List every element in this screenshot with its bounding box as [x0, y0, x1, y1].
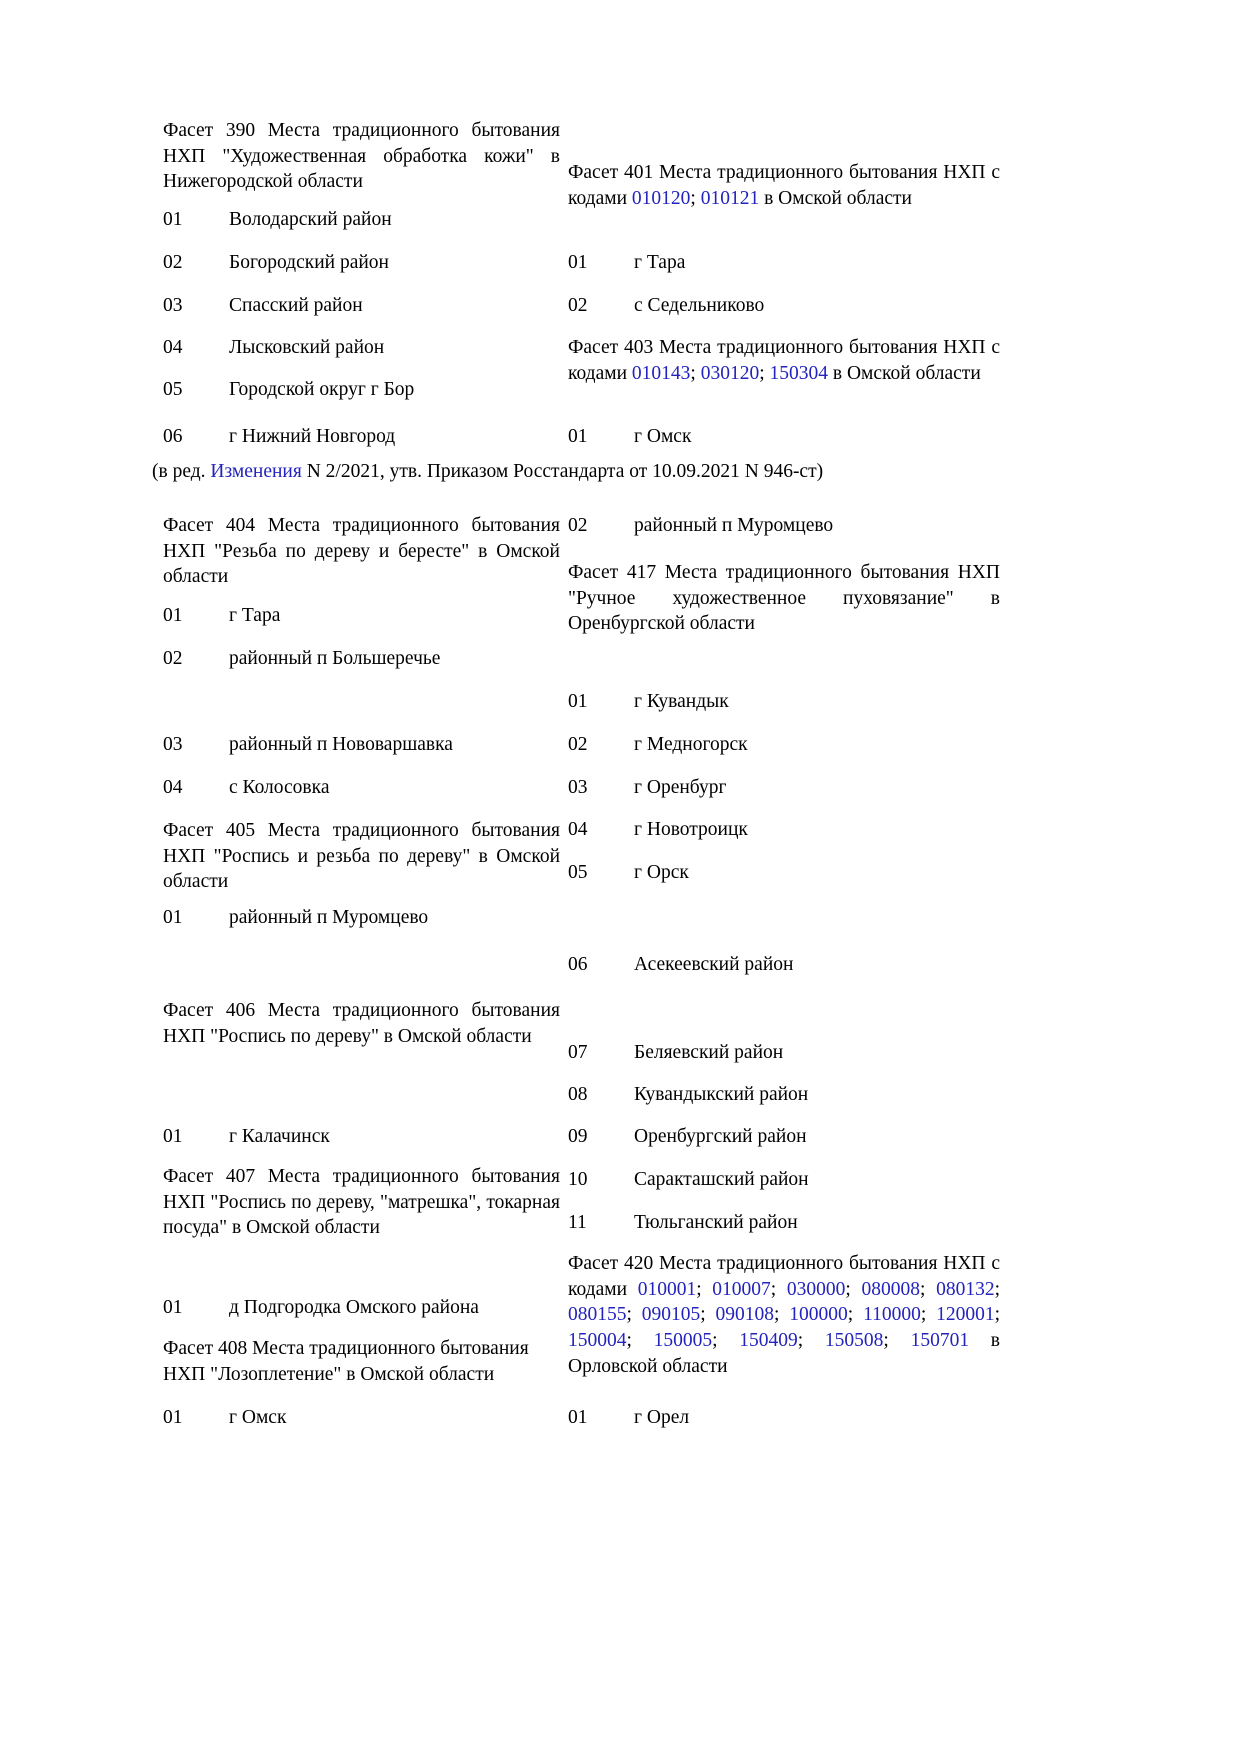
entry-value: г Кувандык: [634, 691, 729, 712]
facet-420-code-7[interactable]: 090105: [641, 1304, 701, 1326]
facet-417-entry-01: [568, 689, 1000, 715]
facet-401-entry-01: [568, 250, 1000, 276]
entry-number: 02: [163, 648, 183, 669]
facet-401-heading-part2: в Омской области: [759, 187, 912, 209]
facet-417-entry-04: [568, 817, 1000, 843]
facet-420-code-5[interactable]: 080132: [936, 1278, 995, 1300]
entry-number: 09: [568, 1126, 588, 1147]
facet-406-block: [163, 998, 560, 1049]
facet-420-code-10[interactable]: 110000: [863, 1304, 921, 1326]
entry-value: Лысковский район: [229, 337, 385, 358]
facet-407-entry-01: [163, 1295, 560, 1321]
facet-404-block: [163, 513, 560, 590]
editorial-note-suffix: N 2/2021, утв. Приказом Росстандарта от 10.09.2021 N 946-ст): [301, 461, 824, 482]
facet-420-block: [568, 1251, 1000, 1380]
facet-408-entry-01: [163, 1405, 560, 1431]
facet-390-entry-03: [163, 293, 560, 319]
facet-401-block: [568, 160, 1000, 211]
facet-401-entry-02: [568, 293, 1000, 319]
facet-390-entry-01: [163, 207, 560, 233]
facet-403-block: [568, 335, 1000, 386]
facet-408-block: [163, 1336, 560, 1387]
entry-number: 03: [568, 777, 588, 798]
facet-417-entry-09: [568, 1124, 1000, 1150]
entry-number: 01: [568, 1407, 588, 1428]
entry-value: Асекеевский район: [634, 954, 794, 975]
entry-value: г Медногорск: [634, 734, 748, 755]
facet-420-heading: Фасет 420 Места традиционного бытования НХП с кодами 010001; 010007; 030000; 080008; 080132; 080155; 090105; 090108; 100000; 110000; 120001; 150004; 150005; 150409; 150508; 150701 в Орловской области: [568, 1253, 1001, 1377]
facet-417-entry-11: [568, 1210, 1000, 1236]
facet-404-entry-01: [163, 603, 560, 629]
facet-420-code-12[interactable]: 150004: [568, 1330, 627, 1352]
facet-403-heading: Фасет 403 Места традиционного бытования НХП с кодами 010143; 030120; 150304 в Омской области: [568, 337, 1000, 384]
facet-403-heading-part2: в Омской области: [828, 362, 981, 384]
entry-number: 02: [568, 295, 588, 316]
facet-401-heading-part1: Фасет 401 Места традиционного бытования НХП с кодами: [568, 162, 1000, 209]
entry-value: г Тара: [229, 605, 281, 626]
facet-420-code-8[interactable]: 090108: [715, 1304, 775, 1326]
facet-420-code-9[interactable]: 100000: [789, 1304, 848, 1326]
entry-value: районный п Муромцево: [634, 515, 834, 536]
facet-390-entry-06: [163, 424, 560, 450]
editorial-note-prefix: (в ред.: [152, 461, 211, 482]
entry-number: 01: [163, 1407, 183, 1428]
entry-number: 01: [568, 691, 588, 712]
entry-number: 04: [163, 777, 183, 798]
entry-value: Володарский район: [229, 209, 392, 230]
facet-390-entry-04: [163, 335, 560, 361]
entry-value: г Нижний Новгород: [229, 426, 396, 447]
facet-420-code-1[interactable]: 010001: [637, 1278, 697, 1300]
facet-405-heading: Фасет 405 Места традиционного бытования НХП "Роспись и резьба по дереву" в Омской области: [163, 820, 560, 893]
entry-number: 02: [568, 515, 588, 536]
entry-number: 07: [568, 1042, 588, 1063]
facet-401-code-2[interactable]: 010121: [700, 187, 760, 209]
facet-420-code-4[interactable]: 080008: [861, 1278, 920, 1300]
facet-405-entry-01: [163, 905, 560, 931]
entry-number: 10: [568, 1169, 588, 1190]
entry-number: 11: [568, 1212, 587, 1233]
facet-420-code-11[interactable]: 120001: [936, 1304, 995, 1326]
entry-value: районный п Муромцево: [229, 907, 429, 928]
facet-420-code-6[interactable]: 080155: [568, 1304, 627, 1326]
facet-407-heading: Фасет 407 Места традиционного бытования НХП "Роспись по дереву, "матрешка", токарная посуда" в Омской области: [163, 1166, 560, 1239]
entry-value: Тюльганский район: [634, 1212, 798, 1233]
entry-number: 06: [568, 954, 588, 975]
facet-404-heading: Фасет 404 Места традиционного бытования НХП "Резьба по дереву и бересте" в Омской области: [163, 515, 560, 588]
entry-number: 02: [568, 734, 588, 755]
entry-number: 02: [163, 252, 183, 273]
entry-number: 03: [163, 295, 183, 316]
entry-number: 05: [568, 862, 588, 883]
entry-number: 01: [163, 605, 183, 626]
facet-403-code-2[interactable]: 030120: [700, 362, 760, 384]
facet-420-code-3[interactable]: 030000: [786, 1278, 846, 1300]
entry-number: 01: [163, 1126, 183, 1147]
facet-403-entry-01: [568, 424, 1000, 450]
facet-405-block: [163, 818, 560, 895]
entry-value: г Новотроицк: [634, 819, 748, 840]
entry-value: г Тара: [634, 252, 686, 273]
facet-405-entry-02: [568, 513, 1000, 539]
entry-number: 05: [163, 379, 183, 400]
facet-417-entry-05: [568, 860, 1000, 886]
entry-number: 01: [163, 907, 183, 928]
facet-407-block: [163, 1164, 560, 1241]
entry-value: с Седельниково: [634, 295, 765, 316]
entry-value: Богородский район: [229, 252, 389, 273]
entry-value: г Омск: [229, 1407, 287, 1428]
facet-390-block: [163, 118, 560, 195]
facet-420-code-14[interactable]: 150409: [739, 1330, 798, 1352]
facet-420-heading-part2: в Орловской области: [568, 1330, 1000, 1377]
facet-390-heading: Фасет 390 Места традиционного бытования НХП "Художественная обработка кожи" в Нижегородской области: [163, 120, 560, 193]
entry-number: 01: [568, 426, 588, 447]
entry-value: районный п Большеречье: [229, 648, 441, 669]
entry-value: г Орск: [634, 862, 689, 883]
facet-403-heading-part1: Фасет 403 Места традиционного бытования НХП с кодами: [568, 337, 1000, 384]
facet-406-entry-01: [163, 1124, 560, 1150]
entry-value: г Оренбург: [634, 777, 727, 798]
entry-value: районный п Нововаршавка: [229, 734, 453, 755]
facet-404-entry-03: [163, 732, 560, 758]
entry-value: Беляевский район: [634, 1042, 784, 1063]
entry-value: Городской округ г Бор: [229, 379, 415, 400]
facet-404-entry-02: [163, 646, 560, 672]
facet-420-code-13[interactable]: 150005: [653, 1330, 713, 1352]
facet-390-entry-05: [163, 377, 560, 403]
facet-417-block: [568, 560, 1000, 637]
entry-number: 01: [568, 252, 588, 273]
entry-value: Оренбургский район: [634, 1126, 807, 1147]
entry-number: 01: [163, 209, 183, 230]
entry-value: д Подгородка Омского района: [229, 1297, 479, 1318]
facet-420-heading-part1: Фасет 420 Места традиционного бытования НХП с кодами: [568, 1253, 1000, 1300]
editorial-note-link[interactable]: Изменения: [210, 461, 302, 482]
entry-number: 04: [163, 337, 183, 358]
facet-406-heading: Фасет 406 Места традиционного бытования НХП "Роспись по дереву" в Омской области: [163, 1000, 560, 1047]
entry-value: Спасский район: [229, 295, 363, 316]
facet-417-entry-08: [568, 1082, 1000, 1108]
facet-404-entry-04: [163, 775, 560, 801]
entry-number: 08: [568, 1084, 588, 1105]
entry-number: 01: [163, 1297, 183, 1318]
facet-420-code-16[interactable]: 150701: [910, 1330, 970, 1352]
facet-403-code-1[interactable]: 010143: [631, 362, 691, 384]
entry-number: 03: [163, 734, 183, 755]
facet-417-entry-02: [568, 732, 1000, 758]
facet-401-code-1[interactable]: 010120: [631, 187, 691, 209]
facet-420-code-15[interactable]: 150508: [824, 1330, 884, 1352]
entry-number: 04: [568, 819, 588, 840]
facet-408-heading: Фасет 408 Места традиционного бытования НХП "Лозоплетение" в Омской области: [163, 1338, 529, 1385]
facet-417-entry-06: [568, 952, 1000, 978]
facet-417-entry-10: [568, 1167, 1000, 1193]
entry-value: Кувандыкский район: [634, 1084, 809, 1105]
facet-417-entry-07: [568, 1040, 1000, 1066]
entry-number: 06: [163, 426, 183, 447]
facet-417-entry-03: [568, 775, 1000, 801]
facet-420-code-2[interactable]: 010007: [712, 1278, 771, 1300]
facet-401-heading: Фасет 401 Места традиционного бытования НХП с кодами 010120; 010121 в Омской области: [568, 162, 1000, 209]
facet-403-code-3[interactable]: 150304: [769, 362, 828, 384]
entry-value: г Орел: [634, 1407, 690, 1428]
editorial-note: [152, 459, 1032, 485]
entry-value: с Колосовка: [229, 777, 330, 798]
facet-417-heading: Фасет 417 Места традиционного бытования НХП "Ручное художественное пуховязание" в Оренбургской области: [568, 562, 1000, 635]
entry-value: г Омск: [634, 426, 692, 447]
entry-value: Саракташский район: [634, 1169, 809, 1190]
facet-420-entry-01: [568, 1405, 1000, 1431]
entry-value: г Калачинск: [229, 1126, 330, 1147]
facet-390-entry-02: [163, 250, 560, 276]
